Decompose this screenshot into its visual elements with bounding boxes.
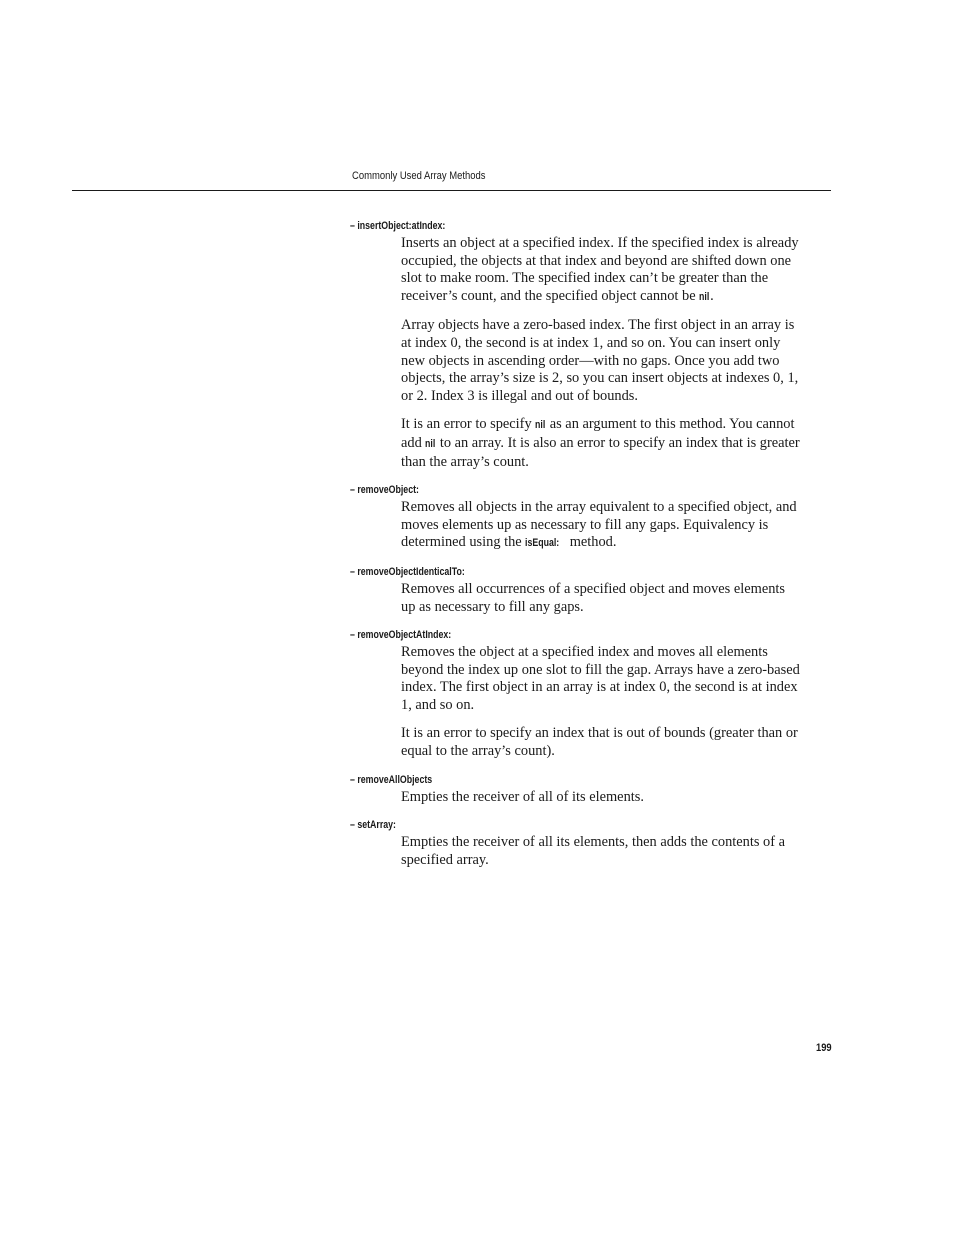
body-text: .	[710, 287, 714, 304]
body-text: method.	[566, 534, 617, 551]
code-term: nil	[425, 437, 436, 450]
code-term: nil	[535, 419, 546, 432]
method-description	[401, 789, 801, 807]
method-name: – removeObjectIdenticalTo:	[350, 565, 465, 578]
body-text: Inserts an object at a specified index. If the specified index is already occupied, the objects at that index and beyond are shifted down one slot to make room. The specified index can’t be greater than the receiver’s count, and the specified object cannot be	[401, 235, 799, 304]
body-text: Removes all objects in the array equivalent to a specified object, and moves elements up as necessary to fill any gaps. Equivalency is determined using the	[401, 499, 797, 551]
code-term: isEqual:	[525, 537, 560, 550]
method-name: – insertObject:atIndex:	[350, 220, 446, 232]
method-entry	[0, 771, 954, 807]
method-name: – removeAllObjects	[350, 773, 433, 786]
page-number: 199	[816, 1042, 832, 1054]
method-description	[401, 235, 801, 306]
method-name: – removeObject:	[350, 484, 419, 497]
method-name: – removeObjectAtIndex:	[350, 629, 452, 642]
body-text: Removes the object at a specified index and moves all elements beyond the index up one slot to fill the gap. Arrays have a zero-based index. The first object in an array is at index 0, the second is at index 1, and so on.	[401, 644, 800, 713]
method-description	[401, 317, 801, 405]
method-entry	[0, 481, 954, 553]
body-text: as an argument to this method. You cannot add	[401, 416, 795, 451]
body-text: Array objects have a zero-based index. The first object in an array is at index 0, the second is at index 1, and so on. You can insert only new objects in ascending order—with no gaps. Once you add two objects, the array’s size is 2, so you can insert objects at indexes 0, 1, or 2. Index 3 is illegal and out of bounds.	[401, 317, 799, 404]
method-description	[401, 725, 801, 760]
method-description	[401, 644, 801, 714]
header-rule	[72, 190, 831, 191]
body-text: It is an error to specify	[401, 416, 536, 433]
code-term: nil	[699, 290, 710, 303]
method-description	[401, 581, 801, 616]
body-text: Empties the receiver of all of its elements.	[401, 788, 644, 805]
body-text: to an array. It is also an error to specify an index that is greater than the array’s count.	[401, 434, 800, 470]
method-description	[401, 416, 801, 471]
method-description	[401, 499, 801, 553]
method-entry	[0, 816, 954, 869]
method-entry	[0, 626, 954, 761]
body-text: It is an error to specify an index that is out of bounds (greater than or equal to the array’s count).	[401, 725, 798, 760]
method-entry	[0, 563, 954, 616]
method-list	[0, 217, 954, 879]
body-text: Removes all occurrences of a specified object and moves elements up as necessary to fill any gaps.	[401, 580, 786, 615]
running-head: Commonly Used Array Methods	[352, 170, 486, 182]
method-description	[401, 834, 801, 869]
method-name: – setArray:	[350, 819, 396, 832]
method-entry	[0, 217, 954, 471]
body-text: Empties the receiver of all its elements, then adds the contents of a specified array.	[401, 834, 786, 868]
